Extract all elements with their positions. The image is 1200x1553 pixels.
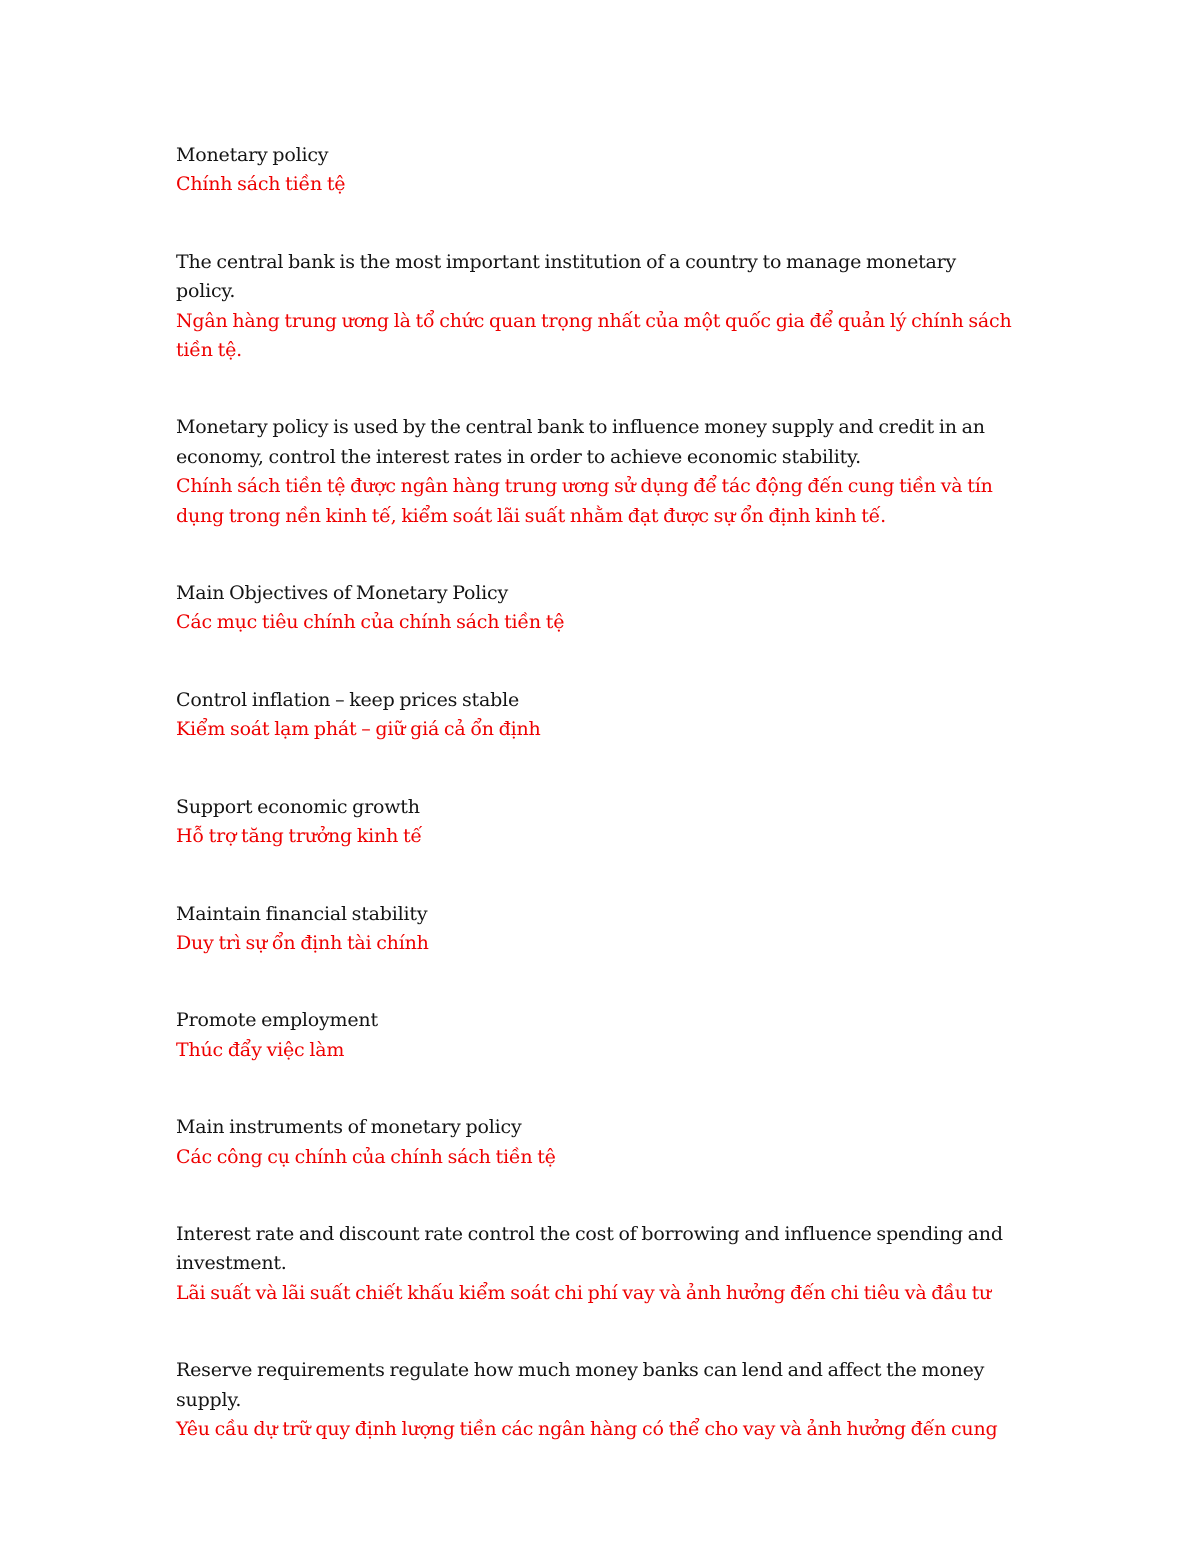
english-heading: Monetary policy — [176, 144, 329, 166]
section-main-instruments — [176, 1113, 1016, 1172]
objective-employment — [176, 1006, 1016, 1065]
english-line: Promote employment — [176, 1009, 378, 1032]
vietnamese-line: Kiểm soát lạm phát – giữ giá cả ổn định — [176, 718, 541, 741]
english-line: Control inflation – keep prices stable — [176, 688, 520, 711]
document-body — [176, 141, 1016, 1492]
vietnamese-heading: Các công cụ chính của chính sách tiền tệ — [176, 1145, 556, 1168]
english-heading: Main instruments of monetary policy — [176, 1116, 522, 1139]
english-paragraph: Reserve requirements regulate how much money banks can lend and affect the money supply. — [176, 1359, 985, 1411]
vietnamese-heading: Chính sách tiền tệ — [176, 173, 346, 196]
section-monetary-policy-usage — [176, 413, 1016, 531]
instrument-interest-rate — [176, 1220, 1016, 1308]
vietnamese-paragraph: Chính sách tiền tệ được ngân hàng trung ương sử dụng để tác động đến cung tiền và tín dụng trong nền kinh tế, kiểm soát lãi suất nhằm đạt được sự ổn định kinh tế. — [176, 475, 993, 527]
section-monetary-policy — [176, 141, 1016, 200]
objective-control-inflation — [176, 686, 1016, 745]
vietnamese-paragraph: Ngân hàng trung ương là tổ chức quan trọng nhất của một quốc gia để quản lý chính sách tiền tệ. — [176, 309, 1012, 362]
vietnamese-line: Thúc đẩy việc làm — [176, 1038, 345, 1061]
vietnamese-line: Hỗ trợ tăng trưởng kinh tế — [176, 825, 422, 848]
vietnamese-heading: Các mục tiêu chính của chính sách tiền tệ — [176, 611, 565, 634]
objective-economic-growth — [176, 793, 1016, 852]
section-central-bank — [176, 248, 1016, 366]
english-paragraph: Interest rate and discount rate control the cost of borrowing and influence spending and investment. — [176, 1222, 1003, 1275]
english-line: Support economic growth — [176, 795, 420, 818]
english-heading: Main Objectives of Monetary Policy — [176, 582, 509, 605]
objective-financial-stability — [176, 900, 1016, 959]
vietnamese-paragraph: Lãi suất và lãi suất chiết khấu kiểm soát chi phí vay và ảnh hưởng đến chi tiêu và đầu tư — [176, 1281, 992, 1304]
vietnamese-paragraph: Yêu cầu dự trữ quy định lượng tiền các ngân hàng có thể cho vay và ảnh hưởng đến cung — [176, 1417, 998, 1440]
english-paragraph: Monetary policy is used by the central bank to influence money supply and credit in an economy, control the interest rates in order to achieve economic stability. — [176, 416, 985, 468]
instrument-reserve-requirements — [176, 1356, 1016, 1444]
english-paragraph: The central bank is the most important institution of a country to manage monetary policy. — [176, 250, 957, 303]
vietnamese-line: Duy trì sự ổn định tài chính — [176, 931, 429, 954]
section-main-objectives — [176, 579, 1016, 638]
english-line: Maintain financial stability — [176, 902, 428, 925]
